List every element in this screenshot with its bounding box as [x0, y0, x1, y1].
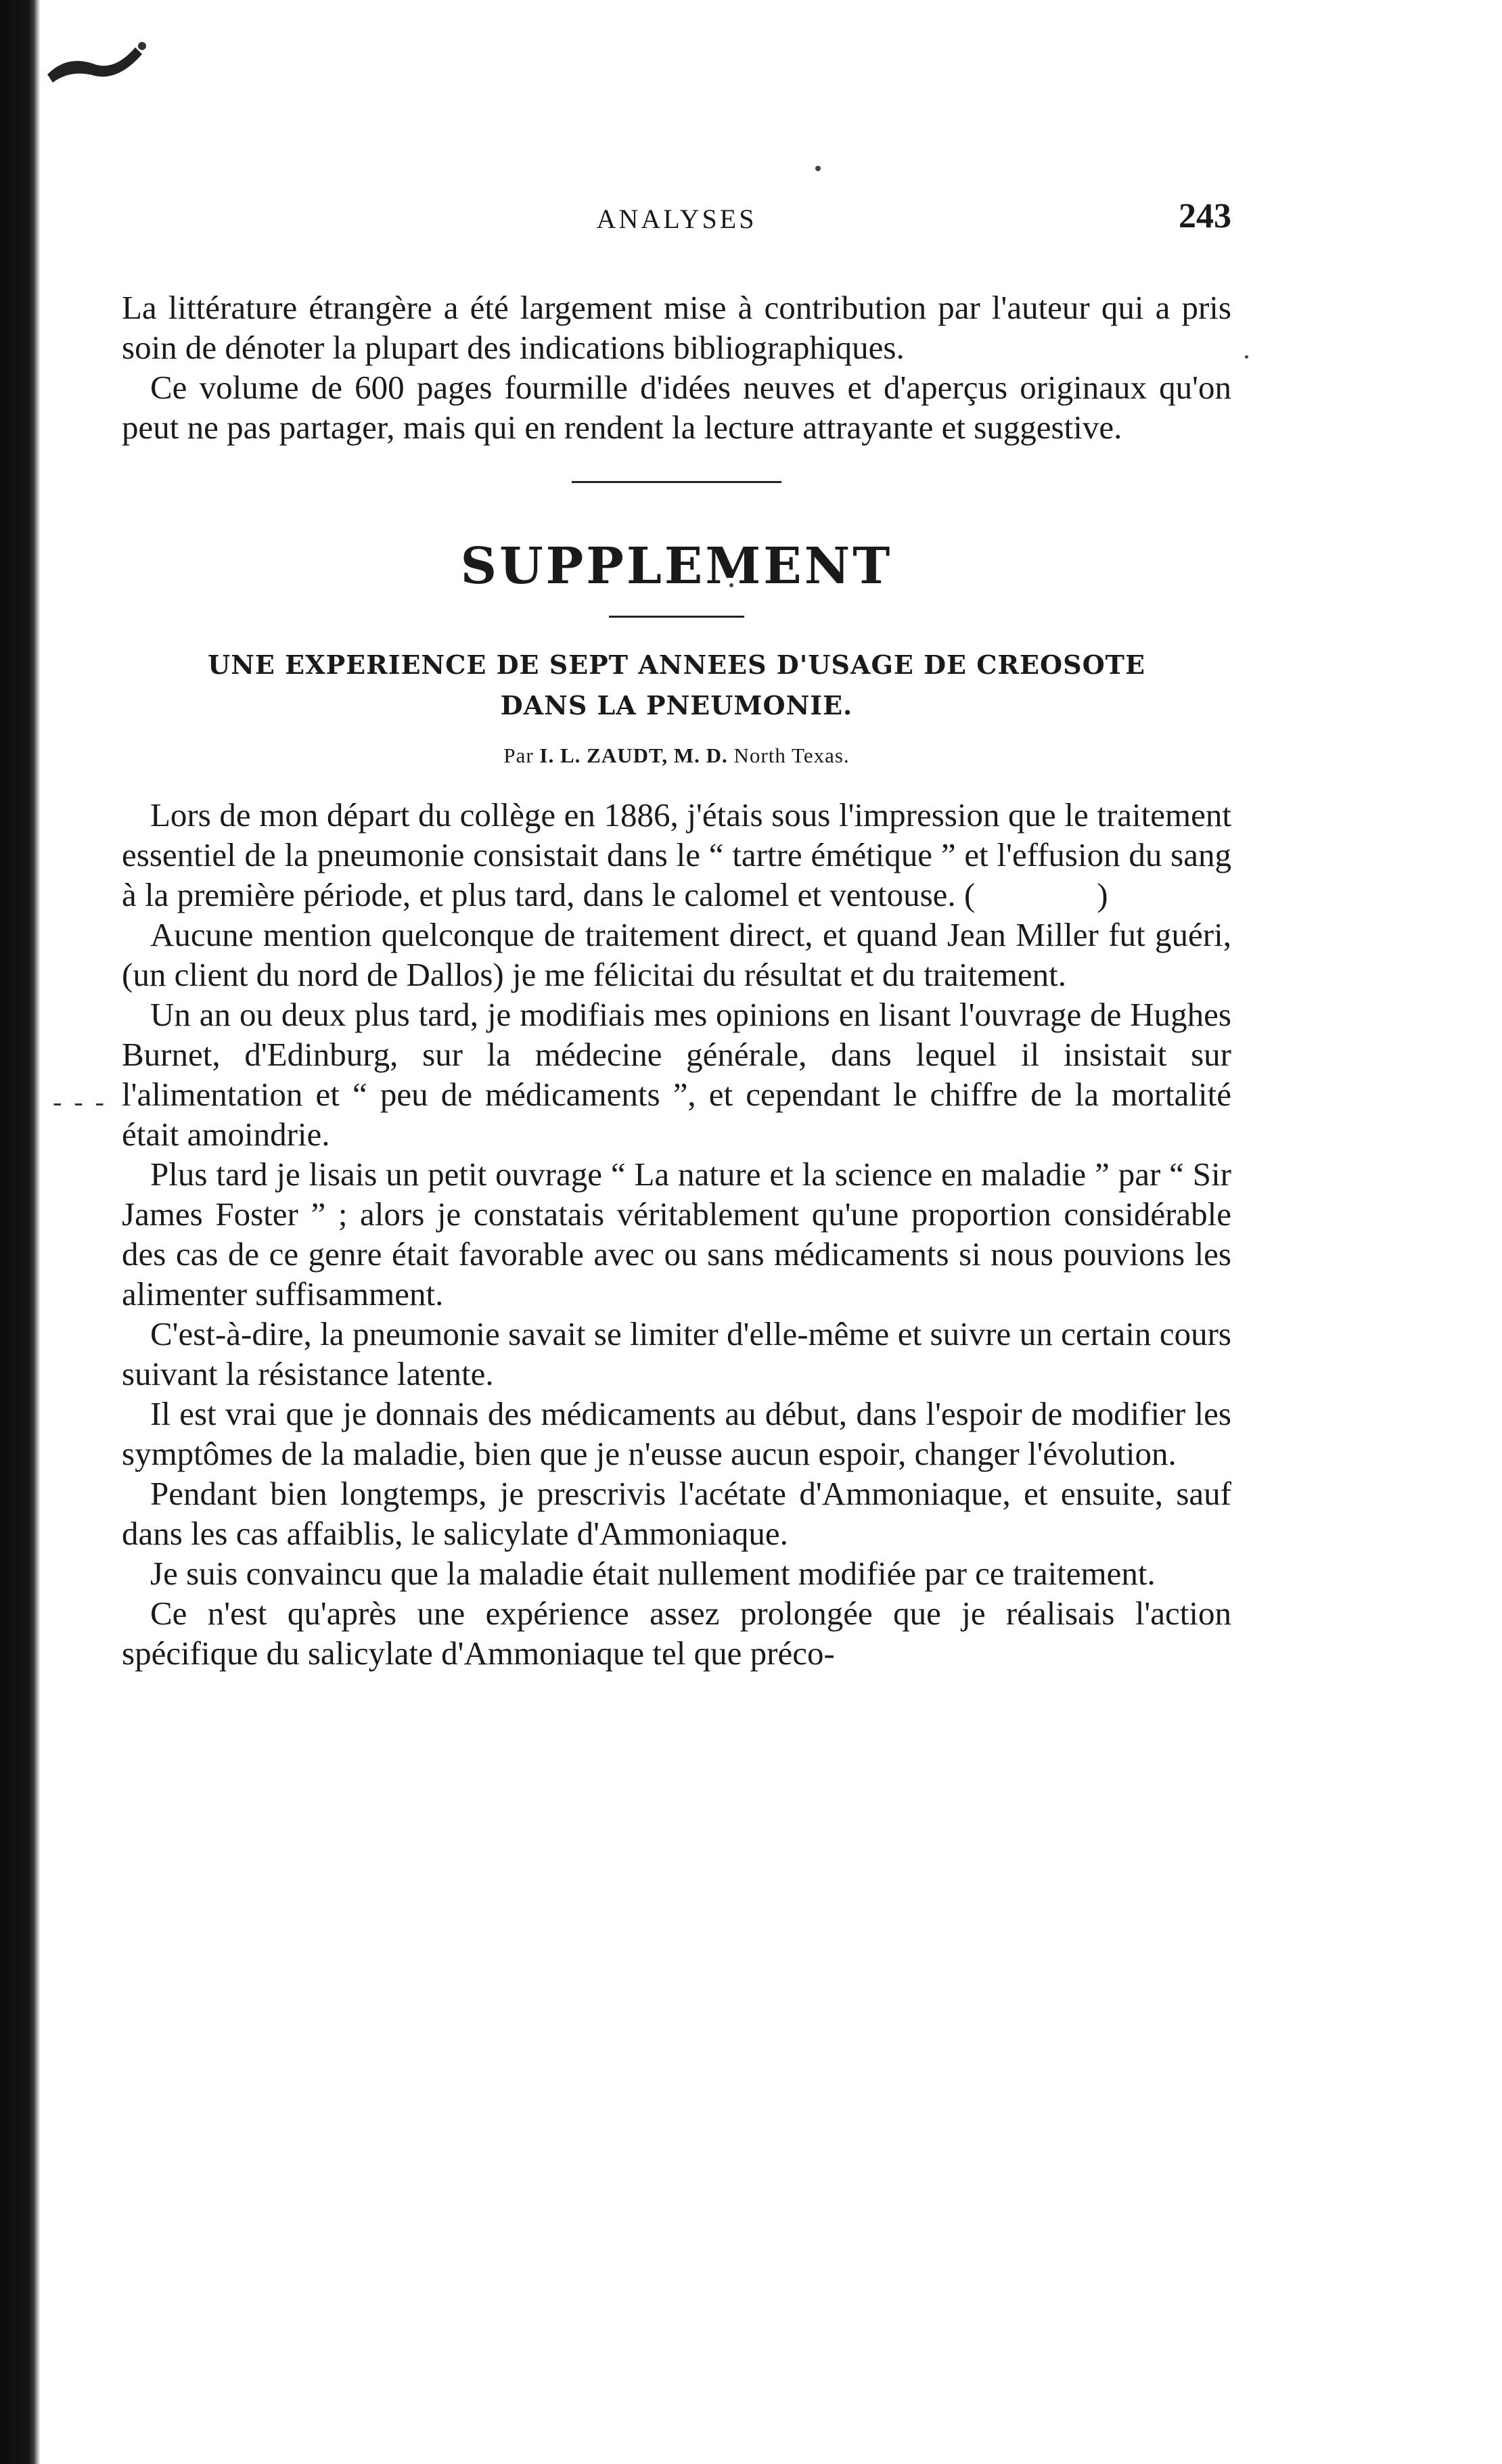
book-spine-shadow [0, 0, 41, 2464]
intro-paragraph: La littérature étrangère a été largement mise à contribution par l'auteur qui a pris soin de dénoter la plupart des indications bibliographiques. [122, 289, 1231, 366]
page-number: 243 [1179, 197, 1231, 235]
speck-mark [1245, 355, 1248, 359]
body-paragraph [122, 795, 1231, 915]
body-paragraph: Un an ou deux plus tard, je modifiais mes opinions en lisant l'ouvrage de Hughes Burnet, d'Edinburg, sur la médecine générale, dans lequel il insistait sur l'alimentation et “ peu de médicaments ”, et cependant le chiffre de la mortalité était amoindrie. [122, 996, 1231, 1153]
heading-underline [609, 616, 744, 618]
running-head [122, 196, 1231, 250]
author-location: North Texas. [733, 744, 850, 767]
running-head-title: ANALYSES [596, 204, 757, 234]
ink-smudge-mark [41, 27, 156, 88]
body-paragraph: Aucune mention quelconque de traitement direct, et quand Jean Miller fut guéri, (un client du nord de Dallos) je me félicitai du résultat et du traitement. [122, 916, 1231, 993]
body-paragraph: Je suis convaincu que la maladie était nullement modifiée par ce traitement. [150, 1555, 1156, 1592]
speck-mark [815, 166, 821, 171]
paren-open: ( [963, 876, 976, 913]
section-divider [572, 481, 781, 483]
body-paragraph: C'est-à-dire, la pneumonie savait se limiter d'elle-même et suivre un certain cours suivant la résistance latente. [122, 1315, 1231, 1392]
intro-paragraph: Ce volume de 600 pages fourmille d'idées neuves et d'aperçus originaux qu'on peut ne pas partager, mais qui en rendent la lecture attrayante et suggestive. [122, 369, 1231, 446]
author-name: I. L. ZAUDT, M. D. [539, 744, 728, 767]
article-title [122, 645, 1231, 726]
body-paragraph: Pendant bien longtemps, je prescrivis l'acétate d'Ammoniaque, et ensuite, sauf dans les cas affaiblis, le salicylate d'Ammoniaque. [122, 1475, 1231, 1552]
article-title-line2: DANS LA PNEUMONIE. [500, 690, 853, 721]
body-paragraph: Plus tard je lisais un petit ouvrage “ La nature et la science en maladie ” par “ Sir James Foster ” ; alors je constatais véritablement qu'une proportion considérable des cas de ce genre était favorable avec ou sans médicaments si nous pouvions les alimenter suffisamment. [122, 1156, 1231, 1313]
body-paragraph: Ce n'est qu'après une expérience assez prolongée que je réalisais l'action spécifique du salicylate d'Ammoniaque tel que préco- [122, 1595, 1231, 1672]
article-title-line1: UNE EXPERIENCE DE SEPT ANNEES D'USAGE DE CREOSOTE [208, 649, 1145, 680]
section-heading: SUPPLEMENT [460, 537, 893, 595]
article-byline [122, 744, 1231, 768]
body-paragraph: Il est vrai que je donnais des médicaments au début, dans l'espoir de modifier les symptômes de la maladie, bien que je n'eusse aucun espoir, changer l'évolution. [122, 1395, 1231, 1472]
paren-close: ) [1097, 876, 1108, 913]
byline-prefix: Par [503, 744, 534, 767]
margin-mark: - - - [53, 1087, 107, 1117]
page-content [122, 196, 1231, 1673]
body-paragraph-text: Lors de mon départ du collège en 1886, j'étais sous l'impression que le traitement essentiel de la pneumonie consistait dans le “ tartre émétique ” et l'effusion du sang à la première période, et plus tard, dans le calomel et ventouse. [122, 796, 1231, 913]
